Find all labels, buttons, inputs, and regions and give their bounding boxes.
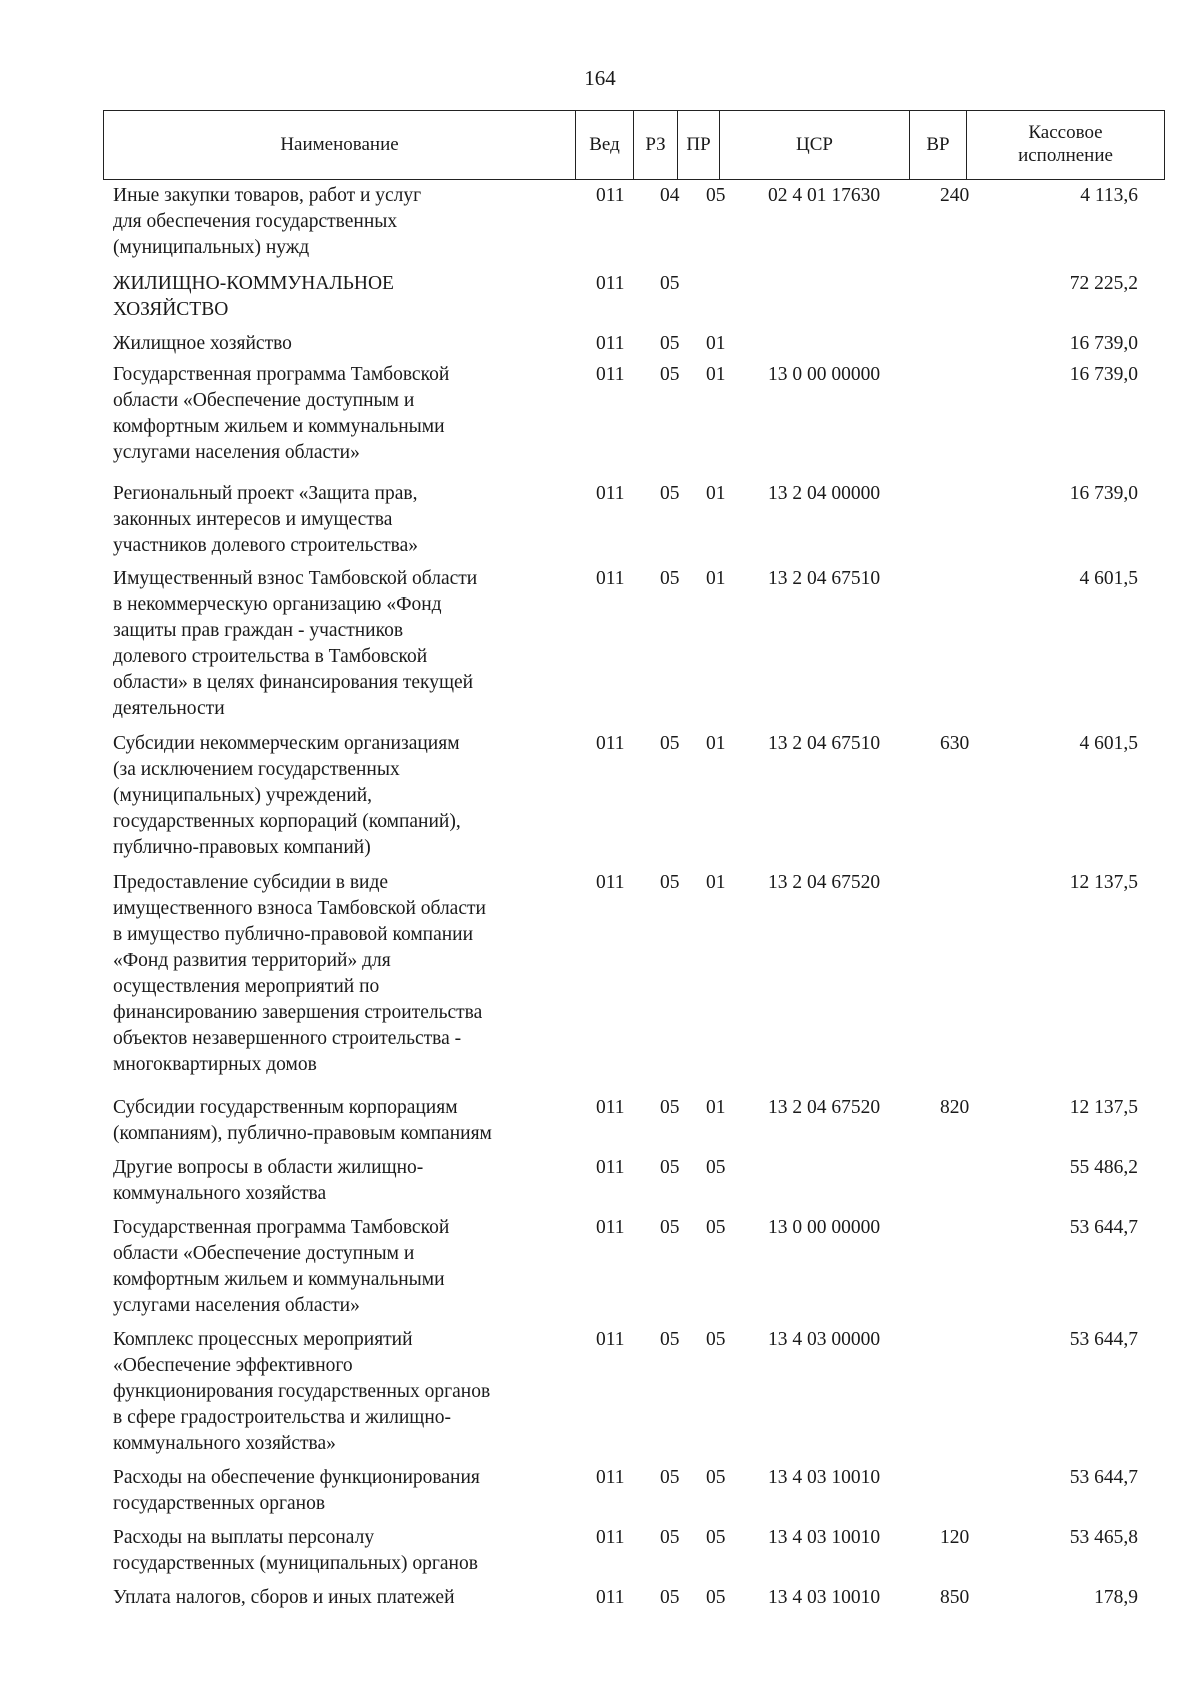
- row-csr: 13 0 00 00000: [768, 364, 881, 385]
- row-csr: 13 2 04 67520: [768, 1097, 881, 1118]
- row-ved: 011: [596, 1527, 625, 1548]
- row-ved: 011: [596, 1097, 625, 1118]
- row-ved: 011: [596, 1587, 625, 1608]
- row-ved: 011: [596, 872, 625, 893]
- row-csr: 13 2 04 67510: [768, 568, 881, 589]
- row-name: Комплекс процессных мероприятий «Обеспечение эффективного функционирования государственных органов в сфере градостроительства и жилищно- коммунального хозяйства»: [113, 1329, 491, 1454]
- row-name: Другие вопросы в области жилищно- коммунального хозяйства: [113, 1157, 424, 1204]
- row-csr: 13 4 03 10010: [768, 1587, 881, 1608]
- row-ved: 011: [596, 483, 625, 504]
- row-amount: 16 739,0: [1069, 364, 1138, 385]
- row-pr: 05: [706, 1157, 726, 1178]
- row-vr: 820: [940, 1097, 970, 1118]
- row-pr: 01: [706, 733, 726, 754]
- row-rz: 05: [660, 1527, 680, 1548]
- row-pr: 01: [706, 1097, 726, 1118]
- row-amount: 12 137,5: [1069, 1097, 1138, 1118]
- row-name: Расходы на обеспечение функционирования государственных органов: [113, 1467, 480, 1514]
- row-csr: 13 2 04 67510: [768, 733, 881, 754]
- row-pr: 01: [706, 568, 726, 589]
- row-pr: 05: [706, 1329, 726, 1350]
- row-name: Государственная программа Тамбовской области «Обеспечение доступным и комфортным жильем и коммунальными услугами населения области»: [113, 1217, 450, 1316]
- row-vr: 850: [940, 1587, 970, 1608]
- row-rz: 05: [660, 333, 680, 354]
- header-vr: ВР: [910, 111, 967, 179]
- row-pr: 01: [706, 364, 726, 385]
- row-rz: 05: [660, 1587, 680, 1608]
- row-name: Жилищное хозяйство: [113, 333, 292, 354]
- row-name: Государственная программа Тамбовской области «Обеспечение доступным и комфортным жильем и коммунальными услугами населения области»: [113, 364, 450, 463]
- row-name: Субсидии некоммерческим организациям (за исключением государственных (муниципальных) учреждений, государственных корпораций (компаний), публично-правовых компаний): [113, 733, 461, 858]
- row-rz: 05: [660, 273, 680, 294]
- row-name: Имущественный взнос Тамбовской области в некоммерческую организацию «Фонд защиты прав граждан - участников долевого строительства в Тамбовской области» в целях финансирования текущей деятельности: [113, 568, 478, 719]
- row-amount: 4 601,5: [1079, 733, 1138, 754]
- row-csr: 02 4 01 17630: [768, 185, 881, 206]
- row-csr: 13 4 03 10010: [768, 1527, 881, 1548]
- header-amount: Кассовое исполнение: [1018, 122, 1113, 166]
- row-ved: 011: [596, 185, 625, 206]
- row-rz: 05: [660, 1329, 680, 1350]
- row-rz: 05: [660, 483, 680, 504]
- row-rz: 05: [660, 1217, 680, 1238]
- row-rz: 05: [660, 568, 680, 589]
- row-csr: 13 2 04 00000: [768, 483, 881, 504]
- row-ved: 011: [596, 568, 625, 589]
- row-amount: 53 644,7: [1069, 1329, 1138, 1350]
- row-pr: 05: [706, 1467, 726, 1488]
- header-ved: Вед: [576, 111, 634, 179]
- row-rz: 05: [660, 1157, 680, 1178]
- row-ved: 011: [596, 1467, 625, 1488]
- header-name: Наименование: [104, 111, 576, 179]
- row-rz: 05: [660, 1097, 680, 1118]
- row-rz: 05: [660, 872, 680, 893]
- row-pr: 05: [706, 1217, 726, 1238]
- row-amount: 4 113,6: [1080, 185, 1138, 206]
- row-amount: 55 486,2: [1069, 1157, 1138, 1178]
- page-number: 164: [584, 66, 616, 90]
- row-ved: 011: [596, 364, 625, 385]
- row-amount: 12 137,5: [1069, 872, 1138, 893]
- row-rz: 05: [660, 1467, 680, 1488]
- row-pr: 01: [706, 872, 726, 893]
- row-pr: 01: [706, 333, 726, 354]
- header-rz: РЗ: [634, 111, 678, 179]
- row-vr: 240: [940, 185, 970, 206]
- row-rz: 04: [660, 185, 680, 206]
- row-ved: 011: [596, 1329, 625, 1350]
- row-name: Иные закупки товаров, работ и услуг для обеспечения государственных (муниципальных) нужд: [113, 185, 422, 258]
- header-pr: ПР: [678, 111, 720, 179]
- row-pr: 05: [706, 185, 726, 206]
- row-vr: 630: [940, 733, 970, 754]
- row-pr: 05: [706, 1527, 726, 1548]
- row-amount: 16 739,0: [1069, 333, 1138, 354]
- row-ved: 011: [596, 1157, 625, 1178]
- row-rz: 05: [660, 364, 680, 385]
- row-rz: 05: [660, 733, 680, 754]
- row-ved: 011: [596, 733, 625, 754]
- row-amount: 53 644,7: [1069, 1217, 1138, 1238]
- row-name: Уплата налогов, сборов и иных платежей: [113, 1587, 455, 1608]
- row-name: Субсидии государственным корпорациям (компаниям), публично-правовым компаниям: [113, 1097, 492, 1144]
- row-amount: 53 644,7: [1069, 1467, 1138, 1488]
- row-name: Предоставление субсидии в виде имущественного взноса Тамбовской области в имущество публично-правовой компании «Фонд развития территорий» для осуществления мероприятий по финансированию завершения строительства объектов незавершенного строительства - многоквартирных домов: [113, 872, 486, 1075]
- row-ved: 011: [596, 1217, 625, 1238]
- row-amount: 4 601,5: [1079, 568, 1138, 589]
- row-ved: 011: [596, 333, 625, 354]
- row-amount: 72 225,2: [1069, 273, 1138, 294]
- row-csr: 13 0 00 00000: [768, 1217, 881, 1238]
- header-csr: ЦСР: [720, 111, 910, 179]
- row-csr: 13 4 03 00000: [768, 1329, 881, 1350]
- row-amount: 53 465,8: [1069, 1527, 1138, 1548]
- row-name: ЖИЛИЩНО-КОММУНАЛЬНОЕ ХОЗЯЙСТВО: [113, 273, 394, 320]
- row-vr: 120: [940, 1527, 970, 1548]
- row-csr: 13 2 04 67520: [768, 872, 881, 893]
- row-pr: 01: [706, 483, 726, 504]
- row-name: Расходы на выплаты персоналу государственных (муниципальных) органов: [113, 1527, 478, 1574]
- row-pr: 05: [706, 1587, 726, 1608]
- row-name: Региональный проект «Защита прав, законных интересов и имущества участников долевого строительства»: [113, 483, 419, 556]
- row-amount: 16 739,0: [1069, 483, 1138, 504]
- row-csr: 13 4 03 10010: [768, 1467, 881, 1488]
- row-amount: 178,9: [1094, 1587, 1138, 1608]
- row-ved: 011: [596, 273, 625, 294]
